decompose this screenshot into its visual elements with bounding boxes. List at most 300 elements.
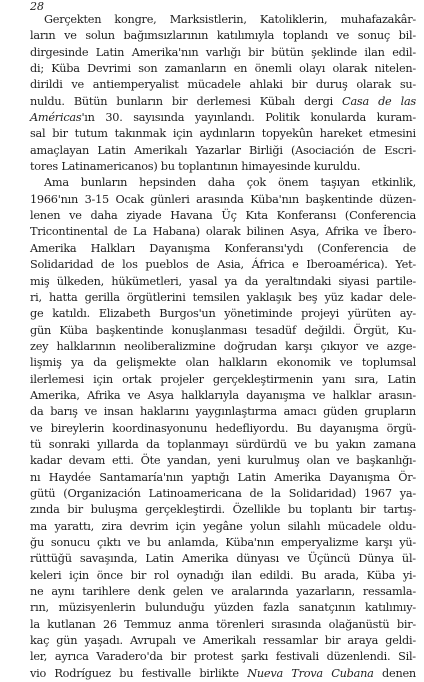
word: törenleri [216,617,264,631]
word: nitelen- [374,62,416,76]
word: için [172,127,193,141]
word: karşı [285,339,313,353]
word: Haydée [48,470,91,484]
word: konuşlanması [171,323,247,337]
word: sırasında [271,617,322,631]
word: dünyası [236,552,279,566]
word: bağımsızlarının [123,29,209,43]
word: de [196,258,210,272]
word: Asia, [217,258,244,272]
word: e [292,258,299,272]
word: yanı [322,372,346,386]
word: yeraltındaki [265,274,332,288]
word: tesadüf [255,323,296,337]
word: toplanmayı [167,437,229,451]
word: bu [119,666,134,680]
word: mücadele [187,78,241,92]
word: antiemperyalist [92,78,179,92]
word: (Conferencia [344,209,416,223]
word: Rodríguez [54,666,111,680]
word: bir [170,650,187,664]
word: Latin [95,45,125,59]
text-line [30,421,416,437]
word: müzisyenlerin [58,601,136,615]
word: Cubana [331,666,374,680]
word: beş [298,290,318,304]
word: yazarların, [296,585,355,599]
word: zey [30,339,49,353]
word: gerilla [84,290,120,304]
word: Ör- [398,470,416,484]
word: ya [224,274,238,288]
word: anma [178,617,209,631]
word: da [146,437,160,451]
text-line [30,143,416,159]
word: 30. [105,111,123,125]
word: sonuç [357,29,390,43]
word: Burgos'un [159,307,216,321]
word: ve [30,421,43,435]
word: Üçüncü [307,552,351,566]
word: ların [30,29,56,43]
word: Latin [237,470,266,484]
text-line [30,649,416,665]
word: Habana) [152,225,200,239]
word: ve [183,634,196,648]
word: şeklinde [311,45,357,59]
word: Latin [97,143,126,157]
word: düzenlendi. [326,650,391,664]
word: de [249,486,263,500]
word: projeler [160,372,204,386]
word: dirgesinde [30,45,89,59]
word: etti. [111,454,134,468]
word: Afrika [87,388,121,402]
word: neoliberalizmine [123,339,216,353]
word: Latin [387,372,416,386]
word: yandan, [167,454,211,468]
word: bir [291,78,308,92]
word: dergi [304,94,333,108]
word: Sil- [398,650,416,664]
word: toplantı [309,503,353,517]
word: miş [30,274,50,288]
word: yakın [336,437,366,451]
word: takınmak [114,127,166,141]
word: di; [30,62,44,76]
word: yegâne [203,519,243,533]
word: ay- [399,307,416,321]
word: güden [323,405,358,419]
word: yaşadı. [84,634,123,648]
word: duruş [315,78,348,92]
word: karşı [365,536,393,549]
text-line [30,551,416,567]
word: olağanüstü [328,617,390,631]
word: temsilen [192,290,240,304]
word: oynadığı [176,568,224,582]
word: gelen [172,585,204,599]
word: ressamla- [362,585,416,599]
word: silahlı [287,519,321,533]
word: bir [171,94,188,108]
word: araya [347,634,379,648]
word: Amerika'nın [131,45,199,59]
word: gün [56,634,78,648]
text-line: tores Latinamericanos) bu toplantının himayesinde kuruldu. [30,160,361,174]
word: protest [193,650,234,664]
word: rüttüğü [30,552,72,566]
word: ve [336,454,350,468]
word: sanatçının [298,601,356,615]
word: sonucu [50,536,91,549]
word: bir [359,503,376,517]
word: yarattı, [54,519,94,533]
word: dayanışma [246,388,306,402]
word: Elizabeth [98,307,151,321]
word: yayınlandı. [194,111,255,125]
word: Santamaría'nın [99,470,184,484]
word: Temmuz [124,617,171,631]
word: lişmiş [30,356,62,370]
word: Küba [51,62,80,76]
word: Asya [147,388,174,402]
word: yolun [250,519,281,533]
word: kuram- [376,111,416,125]
word: Küba [59,323,88,337]
word: dele- [389,290,416,304]
word: ya- [399,486,416,500]
word: zında [30,503,60,517]
word: África [251,258,285,272]
word: bilinen [246,225,285,239]
word: ressamlar [262,634,318,648]
word: Konferansı [276,209,337,223]
word: ler, [30,650,48,664]
word: Américas'ın [30,111,95,125]
word: etkinlik, [371,176,416,190]
word: tartış- [383,503,416,517]
word: İbero- [383,225,416,239]
text-line [30,470,416,486]
word: varlığı [205,45,241,59]
word: buluşma [90,503,138,517]
word: Küba [366,568,396,582]
word: Casa [342,94,369,108]
word: taşıyan [320,176,360,190]
word: kutlanan [47,617,96,631]
text-line [30,323,416,339]
word: arasın- [378,388,416,402]
word: zamanların [164,62,227,76]
word: ortak [122,372,152,386]
word: aynı [51,585,75,599]
word: emperyalizme [280,536,359,549]
text-line [30,306,416,322]
word: Tricontinental [30,225,108,239]
word: festivalle [141,666,191,680]
word: nı [30,470,41,484]
text-line [30,568,416,584]
word: haklarını [139,405,189,419]
word: los [122,258,138,272]
word: bir [67,503,83,517]
word: rın, [30,601,49,615]
word: ya [71,356,84,370]
word: Latinoamericana [148,486,242,500]
word: lenen [30,209,61,223]
word: koordinasyonunu [112,421,208,435]
word: fazla [263,601,290,615]
word: kaç [30,634,50,648]
word: projeyi [301,307,340,321]
word: bu [147,536,162,549]
word: hatta [48,290,78,304]
word: bir [324,634,341,648]
word: ilan [231,568,252,582]
word: solun [85,29,115,43]
word: ülkeden, [56,274,104,288]
text-line [30,12,416,28]
word: yüzden [214,601,254,615]
word: grupların [364,405,416,419]
word: Iberoamérica). [306,258,388,272]
word: ma [30,519,47,533]
word: sıra, [354,372,379,386]
word: etmesini [369,127,416,141]
word: Kübalı [259,94,295,108]
word: Yazarlar [195,143,241,157]
text-line [30,437,416,453]
word: ve [69,209,82,223]
word: Marksistlerin, [169,13,247,26]
word: önemli [254,62,292,76]
word: ekonomik [276,356,331,370]
word: gerçekleştirmenin [212,372,314,386]
word: arasında [196,192,244,206]
text-line [30,519,416,535]
word: anlamda, [167,536,219,549]
word: ahlaki [249,78,283,92]
word: la [30,617,40,631]
word: bu [288,503,303,517]
word: keleri [30,568,62,582]
text-line [30,257,416,273]
word: kongre, [114,13,157,26]
word: yeni [217,454,241,468]
word: toplumsal [361,356,416,370]
word: Bu [301,568,317,582]
word: çok [246,176,267,190]
word: devam [68,454,106,468]
word: Amerika [181,552,229,566]
word: çıkıyor [320,339,358,353]
word: denen [382,666,416,680]
word: mücadele [327,519,381,533]
word: pueblos [145,258,189,272]
word: bulunduğu [145,601,205,615]
word: ne [30,585,44,599]
word: önce [96,568,123,582]
word: gerçekleştirdi. [145,503,225,517]
word: da [244,274,259,288]
word: Solidaridad) [288,486,357,500]
word: aralarında [231,585,289,599]
text-line [30,241,416,257]
word: tü [30,437,42,451]
word: son [138,62,158,76]
word: olayı [299,62,326,76]
word: topyekûn [261,127,313,141]
word: derlemesi [196,94,251,108]
word: Ocak [115,192,144,206]
word: (Asociación [291,143,355,157]
word: katıldı. [52,307,91,321]
word: Amerikalı [134,143,188,157]
word: dayanışma [319,421,379,435]
word: Bu [296,421,312,435]
word: de [402,241,416,255]
word: devrim [129,519,169,533]
word: Öte [140,454,161,468]
word: kadar [30,454,62,468]
word: olan [185,356,209,370]
word: yüz [324,290,344,304]
word: Amerika, [30,388,80,402]
word: şarkı [240,650,269,664]
text-line [30,535,416,551]
word: Gerçekten [44,13,102,26]
word: için [69,568,89,582]
word: 3-15 [84,192,109,206]
word: savaşında, [79,552,138,566]
word: Dayanışma [149,241,211,255]
text-line [30,617,416,633]
word: ve [312,388,326,402]
word: olarak [356,78,392,92]
word: Küba'nın [225,536,275,549]
word: de [362,143,376,157]
word: denk [137,585,165,599]
word: ve [84,405,98,419]
word: arada, [323,568,359,582]
word: Dayanışma [329,470,390,484]
word: daha [207,176,235,190]
word: toplandı [282,29,328,43]
word: rol [153,568,169,582]
text-line [30,355,416,371]
word: ilan [364,45,385,59]
word: yaptığı [191,470,230,484]
word: bunların [80,176,128,190]
word: Üç [221,209,237,223]
word: halklar [332,388,371,402]
word: Dünya [358,552,394,566]
word: amacı [283,405,317,419]
word: su- [399,78,416,92]
word: günleri [150,192,190,206]
word: de [113,225,128,239]
word: Amerika [274,470,321,484]
word: tarihlere [82,585,130,599]
word: ve [365,339,379,353]
word: ri, [30,290,42,304]
word: ve [71,78,84,92]
word: ilerlemesi [30,372,84,386]
word: bireylerin [50,421,105,435]
word: Asya, [289,225,320,239]
word: amaçlayan [30,143,90,157]
word: ve [287,552,300,566]
word: Afrika [325,225,359,239]
word: bir- [396,617,416,631]
text-line [30,502,416,518]
word: düzen- [379,192,416,206]
text-line [30,290,416,306]
word: sürdürdü [235,437,287,451]
word: muhafazakâr- [340,13,416,26]
text-line [30,28,416,44]
word: Solidaridad [30,258,94,272]
body-text [30,12,416,682]
word: ve [127,536,141,549]
word: vio [30,666,47,680]
word: tutum [74,127,108,141]
word: dirildi [30,78,63,92]
word: Devrimi [87,62,131,76]
word: yü- [399,536,416,549]
text-line [30,584,416,600]
word: da [30,405,44,419]
word: halklarıyla [181,388,239,402]
word: Özellikle [232,503,281,517]
word: bütün [271,45,304,59]
text-line [30,192,416,208]
word: yasal [189,274,218,288]
word: çıktı [97,536,121,549]
word: olarak [205,225,241,239]
text-line [30,45,416,61]
word: Küba'nın [250,192,299,206]
word: barış [50,405,78,419]
word: 26 [103,617,117,631]
word: da [93,356,107,370]
word: hükümetleri, [111,274,182,288]
text-line [30,600,416,616]
word: Escri- [384,143,416,157]
word: yaygınlaştırma [195,405,277,419]
word: Ama [44,176,69,190]
word: ve [294,437,307,451]
word: Latin [145,552,174,566]
word: de [378,94,392,108]
word: hareket [319,127,363,141]
word: Nueva [247,666,283,680]
word: sal [30,127,46,141]
word: ve [210,585,224,599]
text-line [30,388,416,404]
word: Kıta [245,209,268,223]
word: Konferansı'ydı [224,241,304,255]
word: örgü- [386,421,416,435]
word: yıllarda [97,437,139,451]
word: (Conferencia [317,241,389,255]
word: bu [314,437,329,451]
word: kadar [350,290,383,304]
word: festivali [275,650,319,664]
text-line [30,666,416,682]
text-line [30,633,416,649]
